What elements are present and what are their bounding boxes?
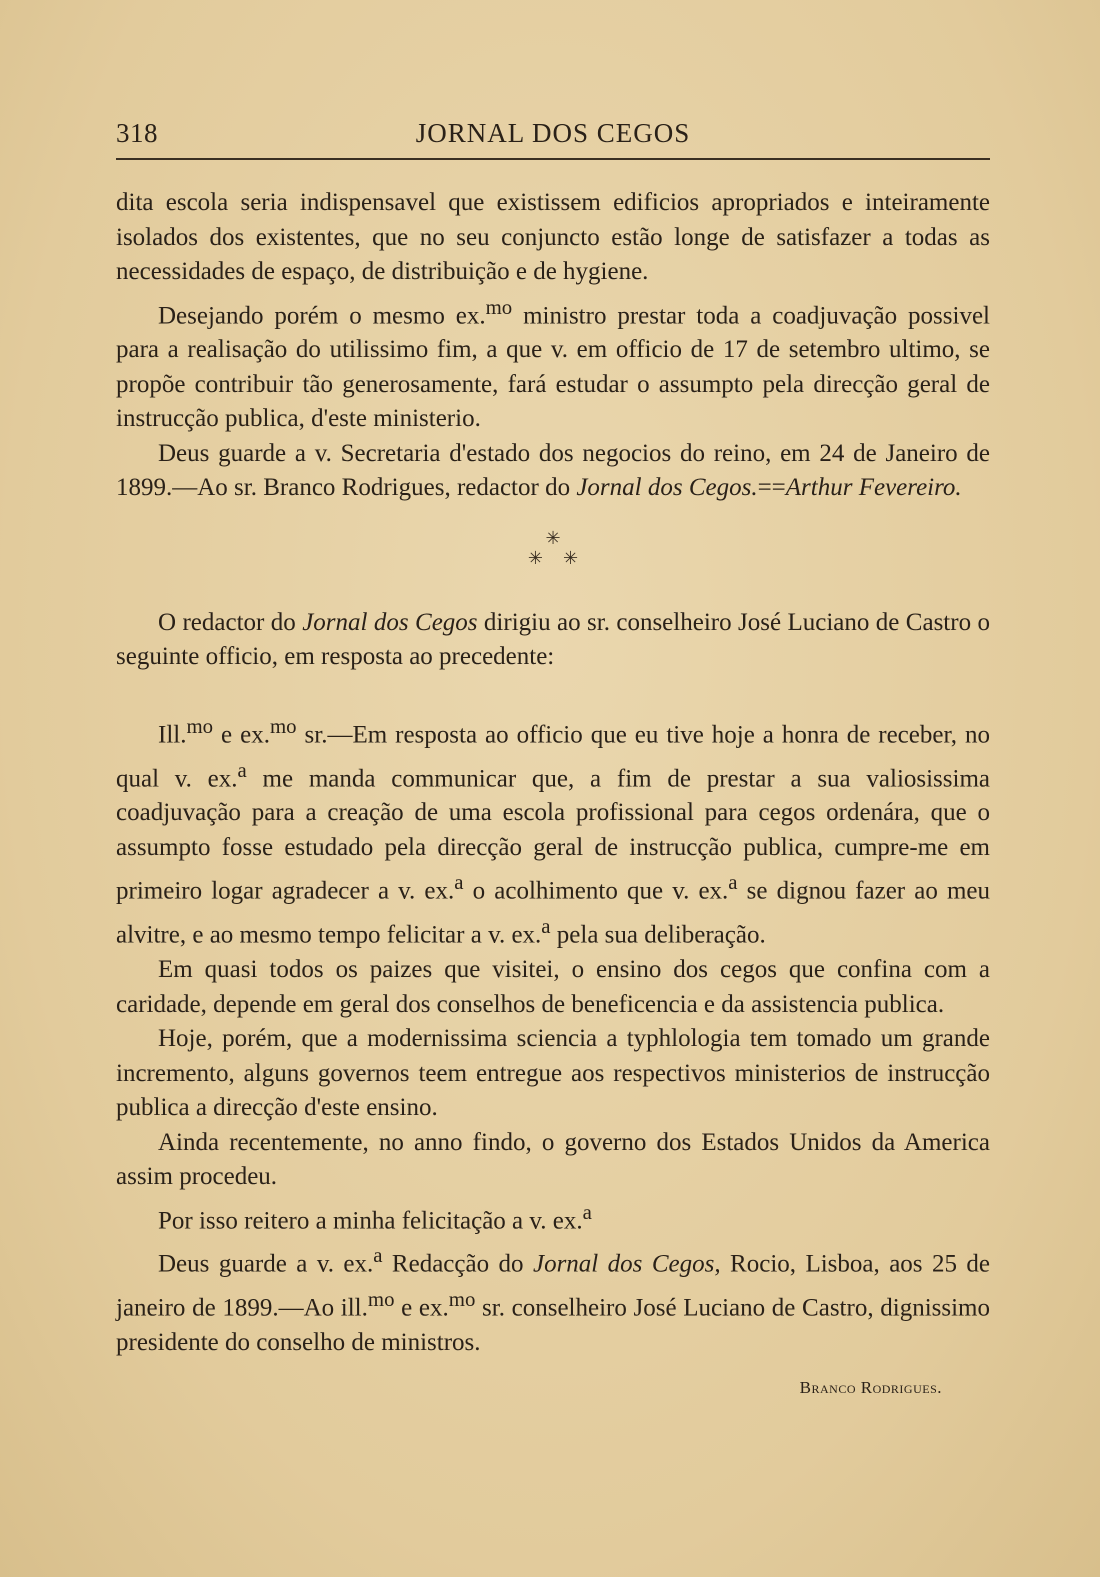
page-body <box>116 186 990 1405</box>
signature: Branco Rodrigues. <box>799 1377 942 1397</box>
paragraph: Em quasi todos os paizes que visitei, o ensino dos cegos que confina com a caridade, depende em geral dos conselhos de beneficencia e da assistencia publica. <box>116 956 990 1018</box>
paragraph: Desejando porém o mesmo ex.$^{mo}$ ministro prestar toda a coadjuvação possivel para a realisação do utilissimo fim, a que v. em officio de 17 de setembro ultimo, se propõe contribuir tão generosamente, fará estudar o assumpto pela direcção geral de instrucção publica, d'este ministerio. <box>116 294 990 433</box>
paragraph: Deus guarde a v. Secretaria d'estado dos negocios do reino, em 24 de Janeiro de 1899.—Ao sr. Branco Rodrigues, redactor do Jornal dos Cegos.==Arthur Fevereiro. <box>116 439 990 502</box>
page-number: 318 <box>116 118 158 148</box>
paragraph: Por isso reitero a minha felicitação a v. ex.$^a$ <box>158 1199 592 1234</box>
running-header <box>116 112 990 156</box>
letter-paragraph: Ill.$^{mo}$ e ex.$^{mo}$ sr.—Em resposta ao officio que eu tive hoje a honra de receber, no qual v. ex.$^a$ me manda communicar que, a fim de prestar a sua valiosissima coadjuvação para a creação de uma escola profissional para cegos ordenára, que o assumpto fosse estudado pela direcção geral de instrucção publica, cumpre-me em primeiro logar agradecer a v. ex.$^a$ o acolhimento que v. ex.$^a$ se dignou fazer ao meu alvitre, e ao mesmo tempo felicitar a v. ex.$^a$ pela sua deliberação. <box>116 713 991 949</box>
paragraph: Hoje, porém, que a modernissima sciencia a typhlologia tem tomado um grande incremento, alguns governos teem entregue aos respectivos ministerios de instrucção publica a direcção d'este ensino. <box>116 1025 990 1122</box>
section-separator: ✳ ✳ ✳ <box>527 527 579 568</box>
paragraph: O redactor do Jornal dos Cegos dirigiu ao sr. conselheiro José Luciano de Castro o seguinte officio, em resposta ao precedente: <box>116 608 990 671</box>
running-title: JORNAL DOS CEGOS <box>415 118 691 148</box>
header-rule <box>116 158 990 160</box>
paragraph: Ainda recentemente, no anno findo, o governo dos Estados Unidos da America assim procedeu. <box>116 1128 990 1191</box>
paragraph: dita escola seria indispensavel que existissem edificios apropriados e inteiramente isolados dos existentes, que no seu conjuncto estão longe de satisfazer a todas as necessidades de espaço, de distribuição e de hygiene. <box>116 189 990 285</box>
paragraph: Deus guarde a v. ex.$^a$ Redacção do Jornal dos Cegos, Rocio, Lisboa, aos 25 de janeiro de 1899.—Ao ill.$^{mo}$ e ex.$^{mo}$ sr. conselheiro José Luciano de Castro, dignissimo presidente do conselho de ministros. <box>116 1243 990 1357</box>
